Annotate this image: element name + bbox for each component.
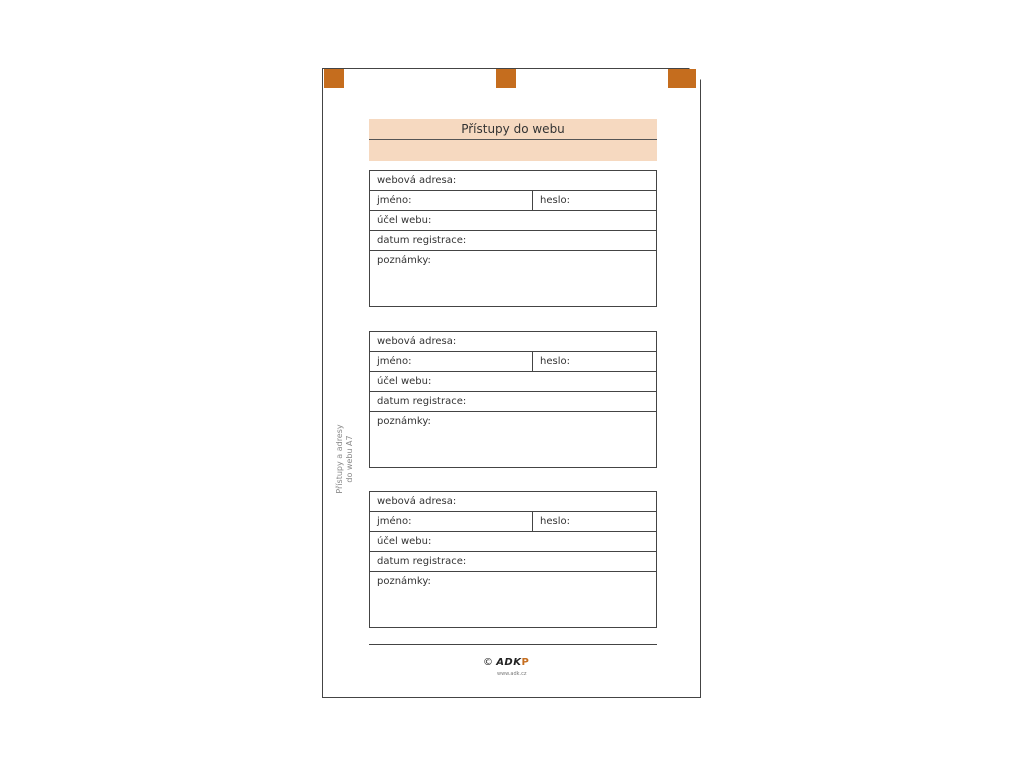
brand-name: ADK	[496, 657, 522, 668]
notes-label: poznámky:	[377, 255, 431, 266]
purpose-row[interactable]	[370, 372, 656, 392]
purpose-label: účel webu:	[377, 215, 432, 226]
name-label: jméno:	[377, 356, 412, 367]
purpose-row[interactable]	[370, 211, 656, 231]
web-address-row[interactable]	[370, 171, 656, 191]
notes-label: poznámky:	[377, 576, 431, 587]
password-field[interactable]	[533, 191, 656, 210]
brand-logo	[483, 657, 529, 668]
registration-date-label: datum registrace:	[377, 396, 467, 407]
access-form-2	[369, 331, 657, 468]
sheet-header	[369, 119, 657, 161]
purpose-label: účel webu:	[377, 376, 432, 387]
notes-label: poznámky:	[377, 416, 431, 427]
name-field[interactable]	[370, 352, 533, 371]
copyright-symbol: ©	[483, 657, 493, 668]
purpose-row[interactable]	[370, 532, 656, 552]
name-field[interactable]	[370, 191, 533, 210]
credentials-row	[370, 191, 656, 211]
binder-tab-middle	[496, 69, 516, 88]
registration-date-row[interactable]	[370, 392, 656, 412]
website-text: www.adk.cz	[497, 671, 527, 677]
binder-tab-left	[324, 69, 344, 88]
web-address-row[interactable]	[370, 332, 656, 352]
brand-suffix: P	[521, 657, 529, 668]
credentials-row	[370, 512, 656, 532]
page-title: Přístupy do webu	[369, 119, 657, 140]
registration-date-row[interactable]	[370, 552, 656, 572]
binder-tab-right	[668, 69, 696, 88]
registration-date-row[interactable]	[370, 231, 656, 251]
access-form-3	[369, 491, 657, 628]
access-form-1	[369, 170, 657, 307]
notes-row[interactable]	[370, 572, 656, 627]
password-label: heslo:	[540, 195, 570, 206]
password-label: heslo:	[540, 516, 570, 527]
notes-row[interactable]	[370, 251, 656, 306]
name-field[interactable]	[370, 512, 533, 531]
registration-date-label: datum registrace:	[377, 556, 467, 567]
side-label-line2: do webu A7	[345, 435, 354, 483]
side-label-line1: Přístupy a adresy	[335, 424, 344, 494]
purpose-label: účel webu:	[377, 536, 432, 547]
footer-divider	[369, 644, 657, 645]
registration-date-label: datum registrace:	[377, 235, 467, 246]
password-field[interactable]	[533, 352, 656, 371]
credentials-row	[370, 352, 656, 372]
web-address-label: webová adresa:	[377, 175, 457, 186]
web-address-label: webová adresa:	[377, 496, 457, 507]
name-label: jméno:	[377, 516, 412, 527]
planner-sheet	[322, 68, 701, 698]
web-address-label: webová adresa:	[377, 336, 457, 347]
notes-row[interactable]	[370, 412, 656, 467]
web-address-row[interactable]	[370, 492, 656, 512]
password-label: heslo:	[540, 356, 570, 367]
name-label: jméno:	[377, 195, 412, 206]
password-field[interactable]	[533, 512, 656, 531]
